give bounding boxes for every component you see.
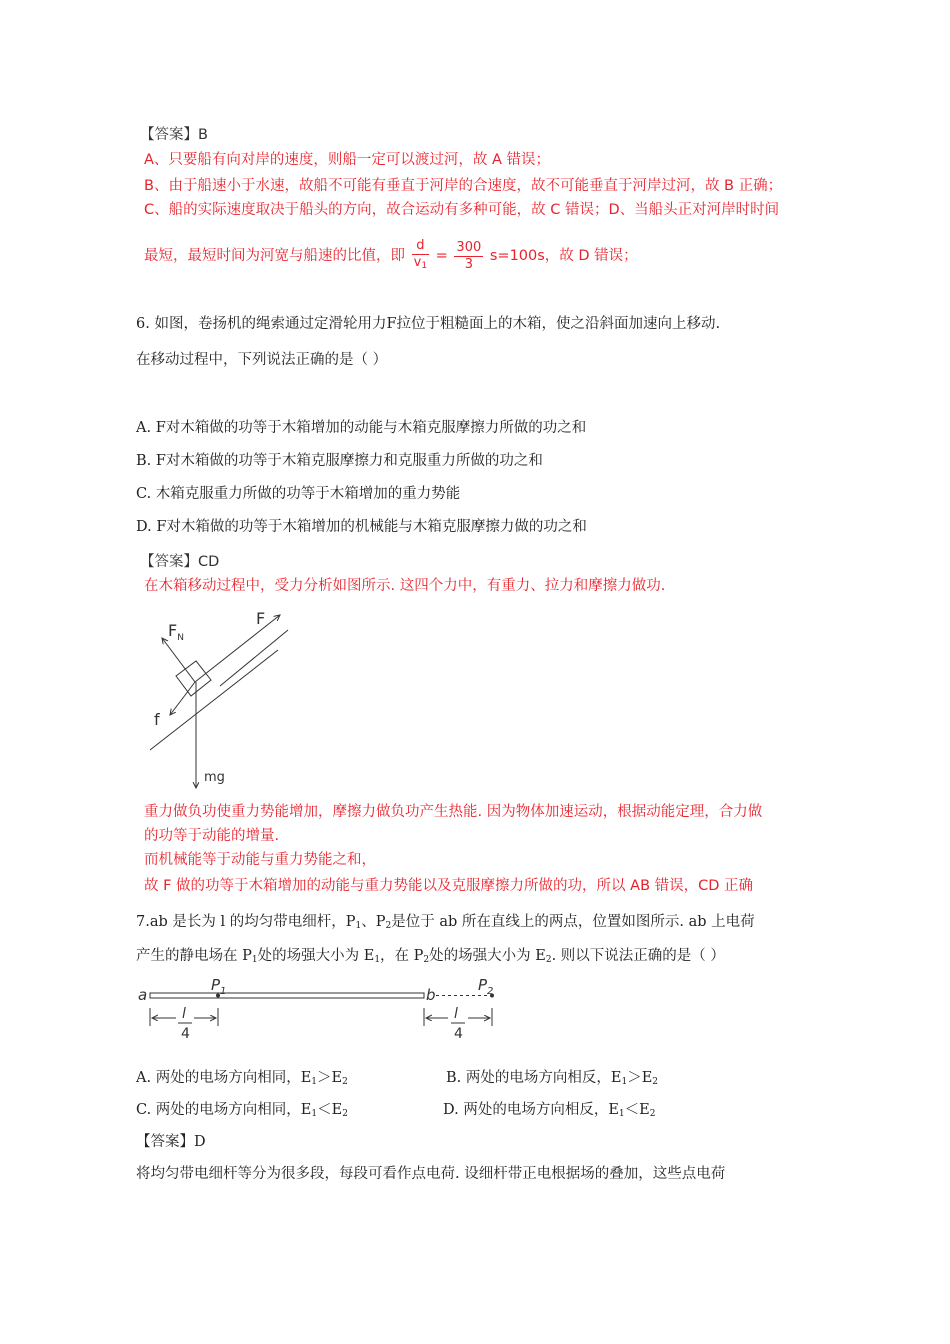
box xyxy=(176,661,211,696)
q7-option-b: B. 两处的电场方向相反，$E_1>E_2$ xyxy=(446,1070,659,1087)
answer-label: 【答案】 xyxy=(136,1134,194,1150)
dim-left-l: l xyxy=(182,1006,186,1022)
q6-explanation-2: 重力做负功使重力势能增加，摩擦力做负功产生热能. 因为物体加速运动，根据动能定理，合力做 xyxy=(144,804,763,820)
q7-stem-2: 产生的静电场在 $P_1$处的场强大小为 $E_1$，在 $P_2$处的场强大小为 $E_2$. 则以下说法正确的是（ ） xyxy=(136,948,725,965)
q7-stem-1: 7.ab 是长为 l 的均匀带电细杆，$P_1$、$P_2$是位于 ab 所在直线上的两点，位置如图所示. ab 上电荷 xyxy=(136,914,755,931)
equals-sign: = xyxy=(435,248,448,264)
fraction-300-over-3 xyxy=(454,240,483,273)
normal-force-arrow xyxy=(162,638,195,682)
label-mg: mg xyxy=(204,770,225,785)
frac2-denominator: 3 xyxy=(464,256,473,272)
label-F: F xyxy=(256,609,266,628)
label-P1: $P_1$ xyxy=(211,978,227,997)
answer-label: 【答案】 xyxy=(140,554,198,570)
q6-stem-2: 在移动过程中，下列说法正确的是（ ） xyxy=(136,352,388,368)
q7-answer xyxy=(136,1132,206,1152)
force-diagram xyxy=(140,600,300,800)
answer-value: D xyxy=(194,1134,206,1150)
q5-explanation-d-pre: 最短，最短时间为河宽与船速的比值，即 xyxy=(144,248,405,264)
rod-diagram xyxy=(136,978,516,1042)
label-b: b xyxy=(426,986,436,1004)
fraction-d-over-v1 xyxy=(412,238,429,274)
answer-label: 【答案】 xyxy=(140,127,198,143)
q6-explanation-4: 而机械能等于动能与重力势能之和， xyxy=(144,852,376,868)
label-a: a xyxy=(138,986,148,1004)
frac2-numerator: 300 xyxy=(456,239,482,255)
dim-left-4: 4 xyxy=(181,1026,190,1042)
q5-explanation-d-post: s=100s，故 D 错误； xyxy=(489,248,638,264)
frac1-numerator: d xyxy=(412,238,429,255)
q6-stem-1: 6. 如图，卷扬机的绳索通过定滑轮用力F拉位于粗糙面上的木箱，使之沿斜面加速向上移动. xyxy=(136,316,721,332)
frac1-denominator: $v_1$ xyxy=(413,255,428,271)
incline-line-lower xyxy=(150,650,278,750)
dim-right-4: 4 xyxy=(454,1026,463,1042)
answer-value: B xyxy=(198,127,208,143)
q6-option-b: B. F对木箱做的功等于木箱克服摩擦力和克服重力所做的功之和 xyxy=(136,453,543,469)
q7-option-d: D. 两处的电场方向相反，$E_1<E_2$ xyxy=(443,1102,656,1119)
q6-option-a: A. F对木箱做的功等于木箱增加的动能与木箱克服摩擦力所做的功之和 xyxy=(136,420,587,436)
q5-explanation-a: A、只要船有向对岸的速度，则船一定可以渡过河，故 A 错误； xyxy=(144,152,551,168)
label-P2: $P_2$ xyxy=(478,978,494,997)
q5-explanation-b: B、由于船速小于水速，故船不可能有垂直于河岸的合速度，故不可能垂直于河岸过河，故 B 正确； xyxy=(144,178,783,194)
q7-explanation-1: 将均匀带电细杆等分为很多段，每段可看作点电荷. 设细杆带正电根据场的叠加，这些点电荷 xyxy=(136,1166,726,1182)
q6-explanation-1: 在木箱移动过程中，受力分析如图所示. 这四个力中，有重力、拉力和摩擦力做功. xyxy=(144,578,666,594)
label-FN: $F_N$ xyxy=(168,621,184,643)
answer-value: CD xyxy=(198,554,220,570)
q7-option-c: C. 两处的电场方向相同，$E_1<E_2$ xyxy=(136,1102,348,1119)
charged-rod xyxy=(150,993,424,998)
q6-explanation-5: 故 F 做的功等于木箱增加的动能与重力势能以及克服摩擦力所做的功，所以 AB 错误，CD 正确 xyxy=(144,878,754,894)
q5-explanation-d xyxy=(144,236,638,276)
incline-line-upper xyxy=(220,630,288,686)
q6-explanation-3: 的功等于动能的增量. xyxy=(144,828,280,844)
q7-option-a: A. 两处的电场方向相同，$E_1>E_2$ xyxy=(136,1070,348,1087)
q5-explanation-c: C、船的实际速度取决于船头的方向，故合运动有多种可能，故 C 错误；D、当船头正对河岸时时间 xyxy=(144,202,780,218)
q6-answer xyxy=(140,552,219,572)
q6-option-d: D. F对木箱做的功等于木箱增加的机械能与木箱克服摩擦力做的功之和 xyxy=(136,519,587,535)
friction-arrow xyxy=(170,682,195,715)
dim-right-l: l xyxy=(454,1006,458,1022)
q5-answer xyxy=(140,125,208,145)
label-f: f xyxy=(154,710,160,729)
q6-option-c: C. 木箱克服重力所做的功等于木箱增加的重力势能 xyxy=(136,486,461,502)
